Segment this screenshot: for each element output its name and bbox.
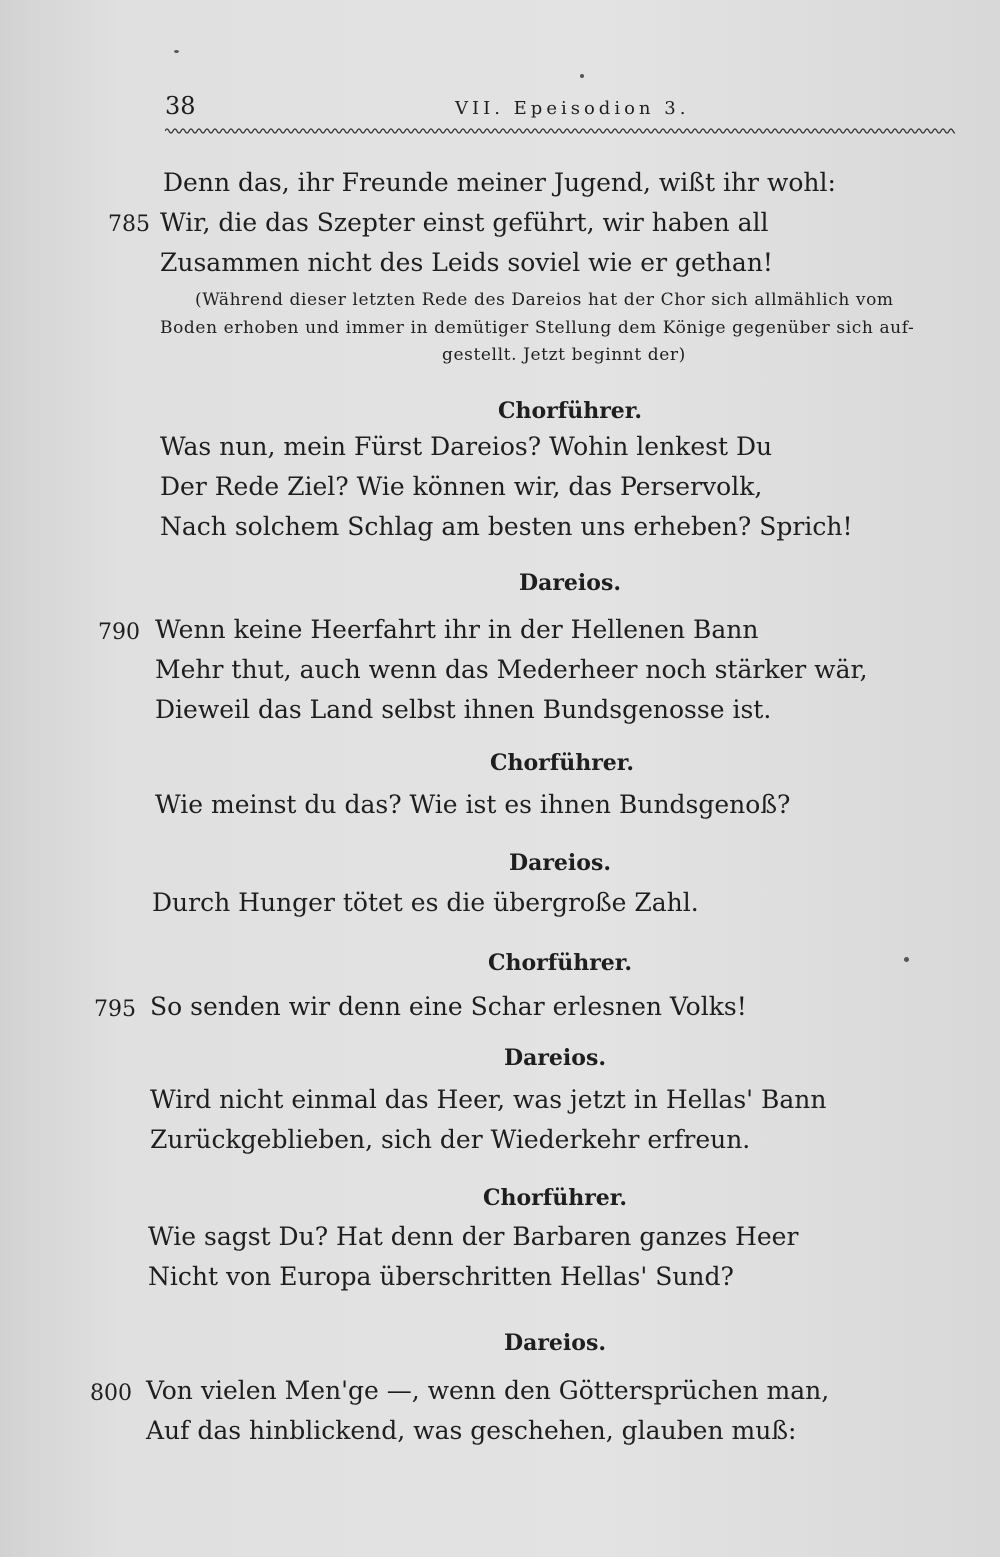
verse-line: Zusammen nicht des Leids soviel wie er gethan!: [160, 248, 773, 277]
running-head: VII. Epeisodion 3.: [455, 98, 690, 119]
speaker-heading: Chorführer.: [497, 398, 643, 424]
verse-line: Wird nicht einmal das Heer, was jetzt in Hellas' Bann: [150, 1085, 827, 1114]
speaker-heading: Dareios.: [504, 1045, 606, 1071]
verse-line: Wie meinst du das? Wie ist es ihnen Bundsgenoß?: [155, 790, 791, 819]
verse-line: Auf das hinblickend, was geschehen, glauben muß:: [146, 1416, 797, 1445]
page-header: [165, 90, 955, 130]
stage-direction: Boden erhoben und immer in demütiger Stellung dem Könige gegenüber sich auf-: [160, 318, 915, 338]
verse-line: Durch Hunger tötet es die übergroße Zahl.: [152, 888, 699, 917]
print-speck: [174, 50, 179, 53]
verse-line: Dieweil das Land selbst ihnen Bundsgenosse ist.: [155, 695, 772, 724]
speaker-heading: Chorführer.: [489, 750, 635, 776]
stage-direction: (Während dieser letzten Rede des Dareios hat der Chor sich allmählich vom: [195, 290, 894, 310]
verse-line: So senden wir denn eine Schar erlesnen Volks!: [150, 992, 747, 1021]
speaker-heading: Chorführer.: [482, 1185, 628, 1211]
speaker-heading: Chorführer.: [487, 950, 633, 976]
speaker-heading: Dareios.: [509, 850, 611, 876]
verse-line: Zurückgeblieben, sich der Wiederkehr erfreun.: [150, 1125, 751, 1154]
verse-line: Nicht von Europa überschritten Hellas' Sund?: [148, 1262, 734, 1291]
wavy-rule: [165, 126, 955, 136]
speaker-heading: Dareios.: [504, 1330, 606, 1356]
print-speck: [904, 957, 909, 962]
verse-line: Wenn keine Heerfahrt ihr in der Hellenen Bann: [155, 615, 759, 644]
verse-line: Mehr thut, auch wenn das Mederheer noch stärker wär,: [155, 655, 868, 684]
verse-line: Wie sagst Du? Hat denn der Barbaren ganzes Heer: [148, 1222, 799, 1251]
verse-line: Nach solchem Schlag am besten uns erheben? Sprich!: [160, 512, 853, 541]
speaker-heading: Dareios.: [519, 570, 621, 596]
verse-line: Von vielen Men'ge —, wenn den Göttersprüchen man,: [146, 1376, 830, 1405]
line-number: 800: [90, 1381, 132, 1406]
print-speck: [580, 74, 584, 78]
verse-line: Denn das, ihr Freunde meiner Jugend, wißt ihr wohl:: [163, 168, 836, 197]
verse-line: Wir, die das Szepter einst geführt, wir haben all: [160, 208, 769, 237]
stage-direction: gestellt. Jetzt beginnt der): [442, 345, 686, 365]
verse-line: Der Rede Ziel? Wie können wir, das Perservolk,: [160, 472, 763, 501]
line-number: 785: [108, 212, 150, 237]
line-number: 795: [94, 997, 136, 1022]
verse-line: Was nun, mein Fürst Dareios? Wohin lenkest Du: [160, 432, 773, 461]
page-number: 38: [165, 92, 196, 120]
line-number: 790: [98, 620, 140, 645]
